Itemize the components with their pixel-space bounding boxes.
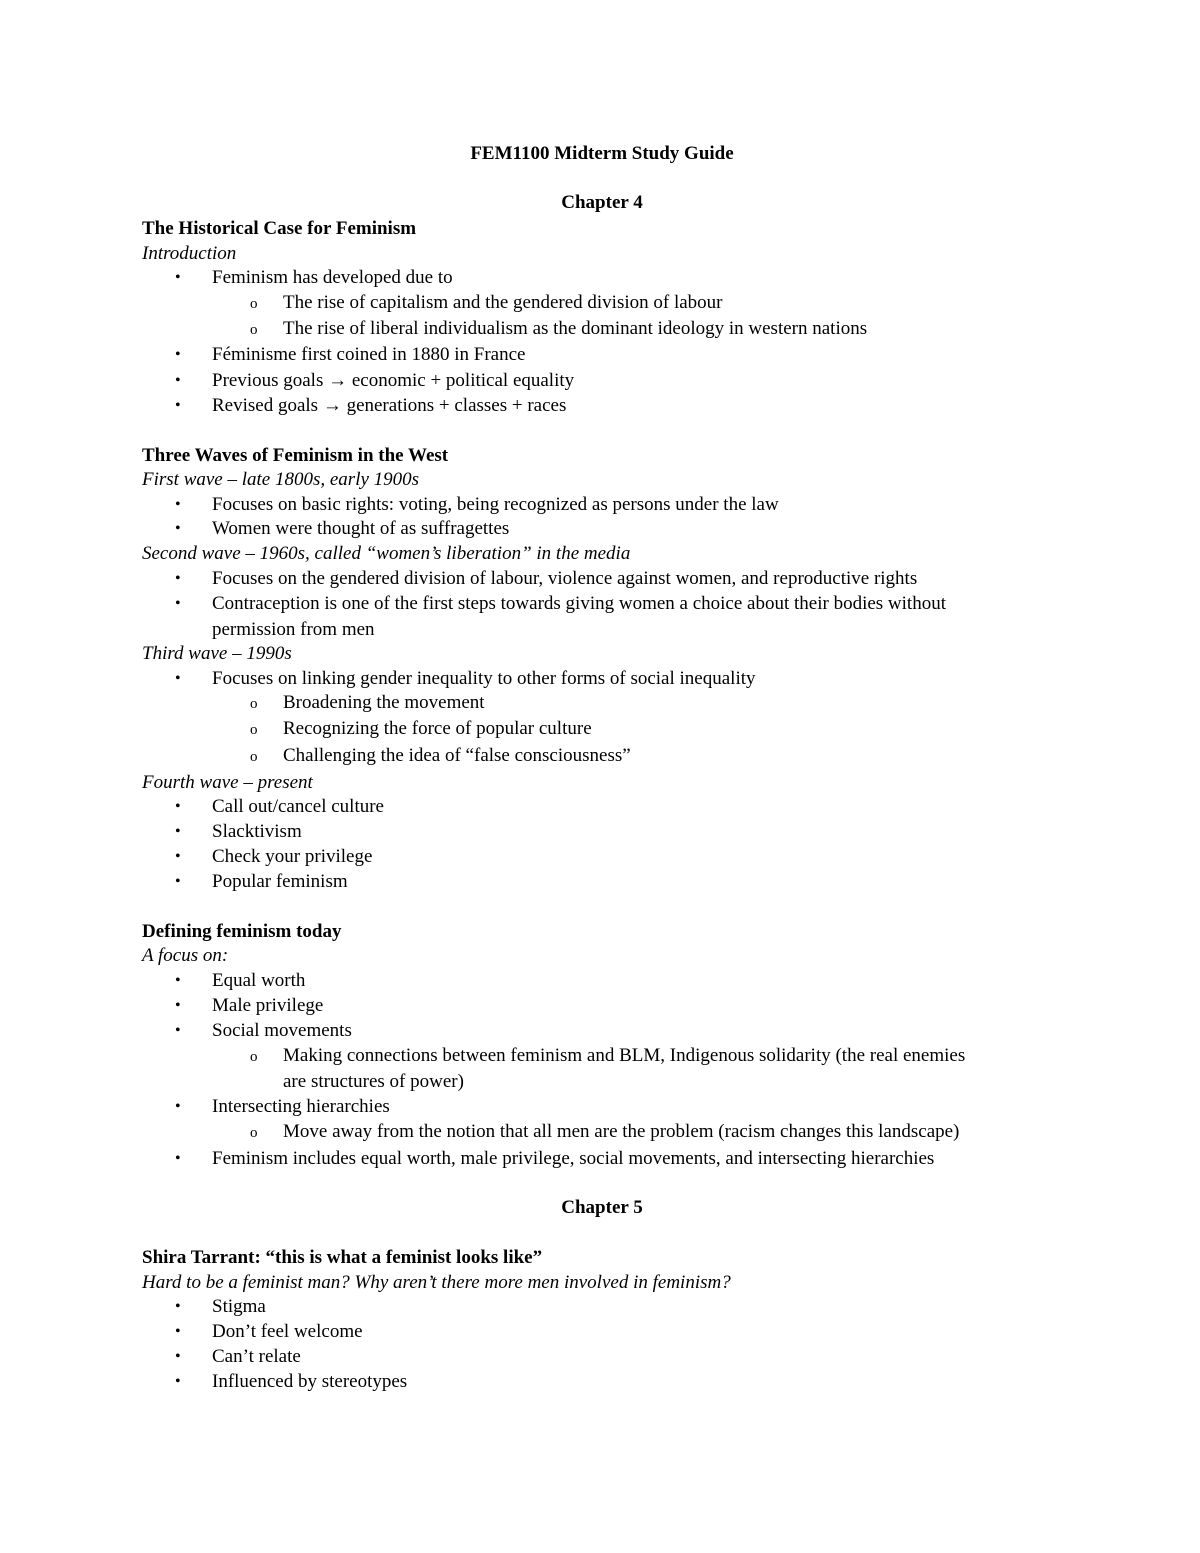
list-item: Call out/cancel culture — [212, 796, 384, 817]
list-item: Stigma — [212, 1296, 266, 1317]
list-item: Male privilege — [212, 995, 324, 1016]
section-heading-three-waves: Three Waves of Feminism in the West — [142, 445, 449, 466]
list-item: Social movements — [212, 1020, 352, 1041]
bullet-icon: • — [175, 1098, 181, 1115]
bullet-icon: • — [175, 972, 181, 989]
sub-bullet-icon: o — [250, 1049, 258, 1065]
sub-list-item-continuation: are structures of power) — [283, 1071, 464, 1092]
bullet-icon: • — [175, 997, 181, 1014]
chapter-5-heading: Chapter 5 — [561, 1197, 643, 1218]
sub-list-item: Broadening the movement — [283, 692, 485, 713]
bullet-icon: • — [175, 873, 181, 890]
chapter-4-heading: Chapter 4 — [561, 192, 643, 213]
list-item: Can’t relate — [212, 1346, 301, 1367]
bullet-icon: • — [175, 595, 181, 612]
bullet-icon: • — [175, 670, 181, 687]
bullet-icon: • — [175, 496, 181, 513]
sub-bullet-icon: o — [250, 696, 258, 712]
list-item: Influenced by stereotypes — [212, 1371, 408, 1392]
list-item: Women were thought of as suffragettes — [212, 518, 510, 539]
subsection-label-fourth-wave: Fourth wave – present — [142, 772, 313, 793]
list-item: Intersecting hierarchies — [212, 1096, 390, 1117]
section-heading-tarrant: Shira Tarrant: “this is what a feminist looks like” — [142, 1247, 543, 1268]
bullet-icon: • — [175, 1022, 181, 1039]
list-item: Feminism has developed due to — [212, 267, 453, 288]
sub-list-item: The rise of liberal individualism as the dominant ideology in western nations — [283, 318, 868, 339]
bullet-icon: • — [175, 848, 181, 865]
list-item: Don’t feel welcome — [212, 1321, 363, 1342]
bullet-icon: • — [175, 1348, 181, 1365]
bullet-icon: • — [175, 520, 181, 537]
bullet-icon: • — [175, 346, 181, 363]
bullet-icon: • — [175, 823, 181, 840]
sub-list-item: The rise of capitalism and the gendered division of labour — [283, 292, 723, 313]
sub-bullet-icon: o — [250, 322, 258, 338]
list-item: Check your privilege — [212, 846, 373, 867]
sub-list-item: Challenging the idea of “false consciousness” — [283, 745, 631, 766]
sub-bullet-icon: o — [250, 722, 258, 738]
list-item: Focuses on linking gender inequality to other forms of social inequality — [212, 668, 756, 689]
sub-list-item: Recognizing the force of popular culture — [283, 718, 592, 739]
bullet-icon: • — [175, 798, 181, 815]
subsection-label-question: Hard to be a feminist man? Why aren’t there more men involved in feminism? — [142, 1272, 731, 1293]
bullet-icon: • — [175, 1373, 181, 1390]
bullet-icon: • — [175, 397, 181, 414]
bullet-icon: • — [175, 570, 181, 587]
bullet-icon: • — [175, 1323, 181, 1340]
list-item-continuation: permission from men — [212, 619, 375, 640]
sub-list-item: Making connections between feminism and BLM, Indigenous solidarity (the real enemies — [283, 1045, 966, 1066]
list-item: Féminisme first coined in 1880 in France — [212, 344, 526, 365]
sub-bullet-icon: o — [250, 749, 258, 765]
sub-list-item: Move away from the notion that all men are the problem (racism changes this landscape) — [283, 1121, 960, 1142]
list-item: Focuses on the gendered division of labour, violence against women, and reproductive rights — [212, 568, 918, 589]
subsection-label-introduction: Introduction — [142, 243, 237, 264]
sub-bullet-icon: o — [250, 1125, 258, 1141]
list-item: Feminism includes equal worth, male privilege, social movements, and intersecting hierarchies — [212, 1148, 935, 1169]
bullet-icon: • — [175, 1150, 181, 1167]
subsection-label-second-wave: Second wave – 1960s, called “women’s liberation” in the media — [142, 543, 631, 564]
list-item: Revised goals → generations + classes + races — [212, 395, 567, 416]
section-heading-historical: The Historical Case for Feminism — [142, 218, 417, 239]
list-item: Previous goals → economic + political equality — [212, 370, 575, 391]
bullet-icon: • — [175, 372, 181, 389]
list-item: Equal worth — [212, 970, 306, 991]
list-item: Focuses on basic rights: voting, being recognized as persons under the law — [212, 494, 779, 515]
subsection-label-first-wave: First wave – late 1800s, early 1900s — [142, 469, 420, 490]
subsection-label-third-wave: Third wave – 1990s — [142, 643, 292, 664]
list-item: Contraception is one of the first steps towards giving women a choice about their bodies without — [212, 593, 946, 614]
bullet-icon: • — [175, 1298, 181, 1315]
sub-bullet-icon: o — [250, 296, 258, 312]
list-item: Popular feminism — [212, 871, 348, 892]
section-heading-defining: Defining feminism today — [142, 921, 342, 942]
document-title: FEM1100 Midterm Study Guide — [470, 143, 734, 164]
list-item: Slacktivism — [212, 821, 302, 842]
subsection-label-focus: A focus on: — [142, 945, 229, 966]
bullet-icon: • — [175, 269, 181, 286]
